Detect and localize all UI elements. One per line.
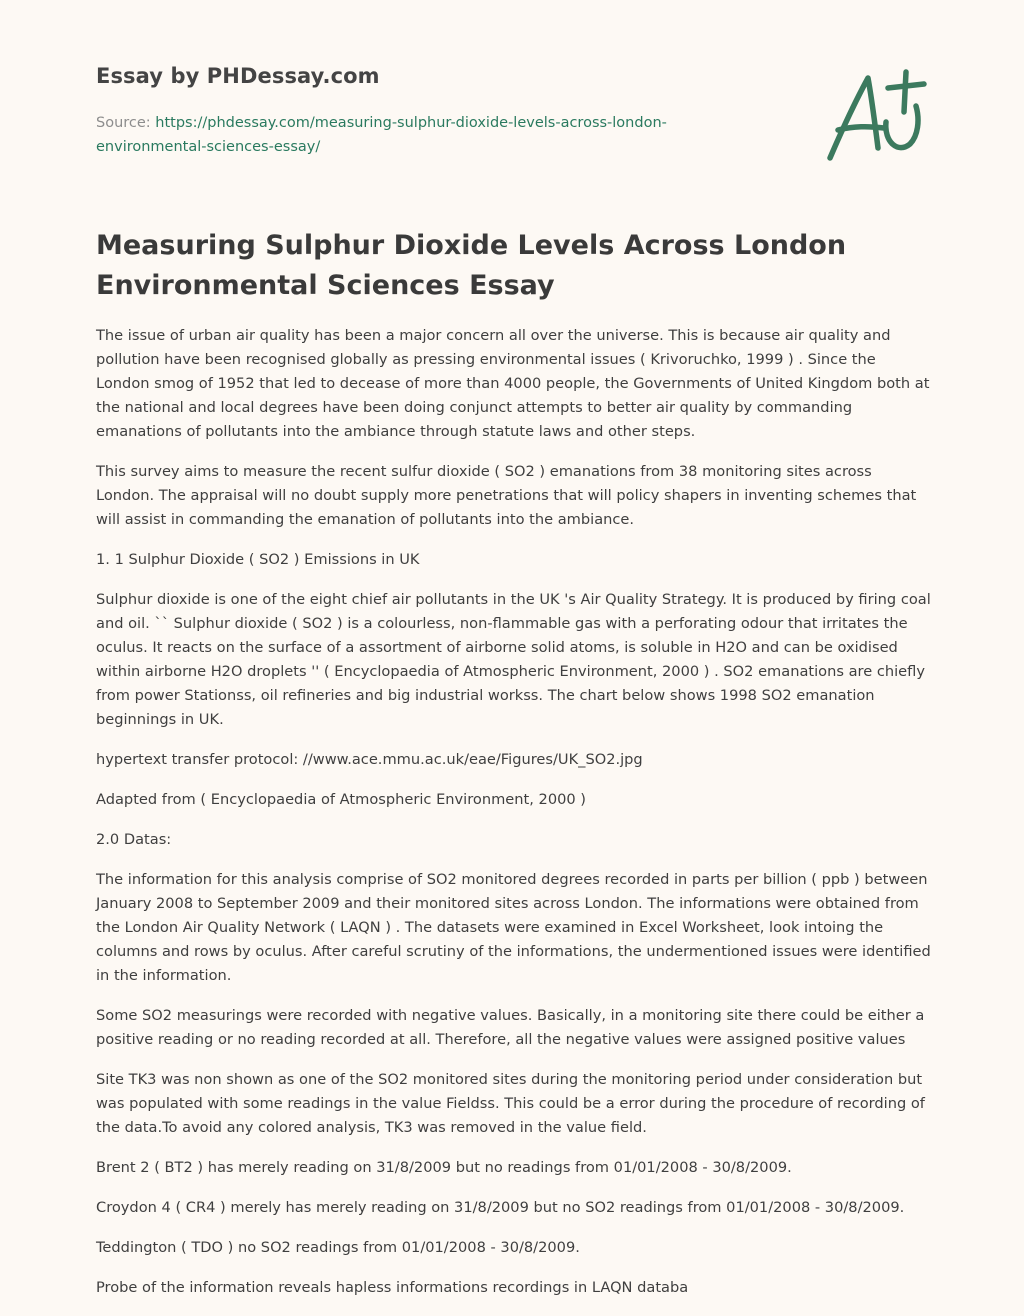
source-link[interactable]: https://phdessay.com/measuring-sulphur-dioxide-levels-across-london-environmental-sciences-essay/ <box>96 115 667 155</box>
paragraph: Some SO2 measurings were recorded with negative values. Basically, in a monitoring site there could be either a positive reading or no reading recorded at all. Therefore, all the negative values were assigned positive values <box>96 1007 925 1048</box>
paragraph: The information for this analysis comprise of SO2 monitored degrees recorded in parts per billion ( ppb ) between January 2008 to September 2009 and their monitored sites across London. The informations were obtained from the London Air Quality Network ( LAQN ) . The datasets were examined in Excel Worksheet, look intoing the columns and rows by oculus. After careful scrutiny of the informations, the undermentioned issues were identified in the information. <box>96 871 931 984</box>
site-brand: Essay by PHDessay.com <box>96 64 380 88</box>
section-heading: 2.0 Datas: <box>96 831 172 848</box>
source-label: Source: <box>96 115 156 131</box>
paragraph: Brent 2 ( BT2 ) has merely reading on 31/8/2009 but no readings from 01/01/2008 - 30/8/2009. <box>96 1159 792 1176</box>
source-line <box>96 111 736 159</box>
a-plus-grade-icon <box>820 66 930 166</box>
figure-reference: hypertext transfer protocol: //www.ace.mmu.ac.uk/eae/Figures/UK_SO2.jpg <box>96 751 643 768</box>
paragraph: Croydon 4 ( CR4 ) merely has merely reading on 31/8/2009 but no SO2 readings from 01/01/2008 - 30/8/2009. <box>96 1199 905 1216</box>
paragraph: Site TK3 was non shown as one of the SO2 monitored sites during the monitoring period under consideration but was populated with some readings in the value Fieldss. This could be a error during the procedure of recording of the data.To avoid any colored analysis, TK3 was removed in the value field. <box>96 1071 925 1136</box>
paragraph: The issue of urban air quality has been a major concern all over the universe. This is because air quality and pollution have been recognised globally as pressing environmental issues ( Krivoruchko, 1999 ) . Since the London smog of 1952 that led to decease of more than 4000 people, the Governments of United Kingdom both at the national and local degrees have been doing conjunct attempts to better air quality by commanding emanations of pollutants into the ambiance through statute laws and other steps. <box>96 327 930 440</box>
paragraph: This survey aims to measure the recent sulfur dioxide ( SO2 ) emanations from 38 monitoring sites across London. The appraisal will no doubt supply more penetrations that will policy shapers in inventing schemes that will assist in commanding the emanation of pollutants into the ambiance. <box>96 463 917 528</box>
section-heading: 1. 1 Sulphur Dioxide ( SO2 ) Emissions in UK <box>96 551 420 568</box>
essay-title: Measuring Sulphur Dioxide Levels Across London Environmental Sciences Essay <box>96 230 847 301</box>
paragraph: Teddington ( TDO ) no SO2 readings from 01/01/2008 - 30/8/2009. <box>96 1239 580 1256</box>
essay-body <box>96 324 932 1316</box>
paragraph: Probe of the information reveals hapless informations recordings in LAQN databa <box>96 1279 689 1296</box>
paragraph: Sulphur dioxide is one of the eight chief air pollutants in the UK 's Air Quality Strategy. It is produced by firing coal and oil. `` Sulphur dioxide ( SO2 ) is a colourless, non-flammable gas with a perforating odour that irritates the oculus. It reacts on the surface of a assortment of airborne solid atoms, is soluble in H2O and can be oxidised within airborne H2O droplets '' ( Encyclopaedia of Atmospheric Environment, 2000 ) . SO2 emanations are chiefly from power Stationss, oil refineries and big industrial workss. The chart below shows 1998 SO2 emanation beginnings in UK. <box>96 591 931 728</box>
figure-caption: Adapted from ( Encyclopaedia of Atmospheric Environment, 2000 ) <box>96 791 587 808</box>
